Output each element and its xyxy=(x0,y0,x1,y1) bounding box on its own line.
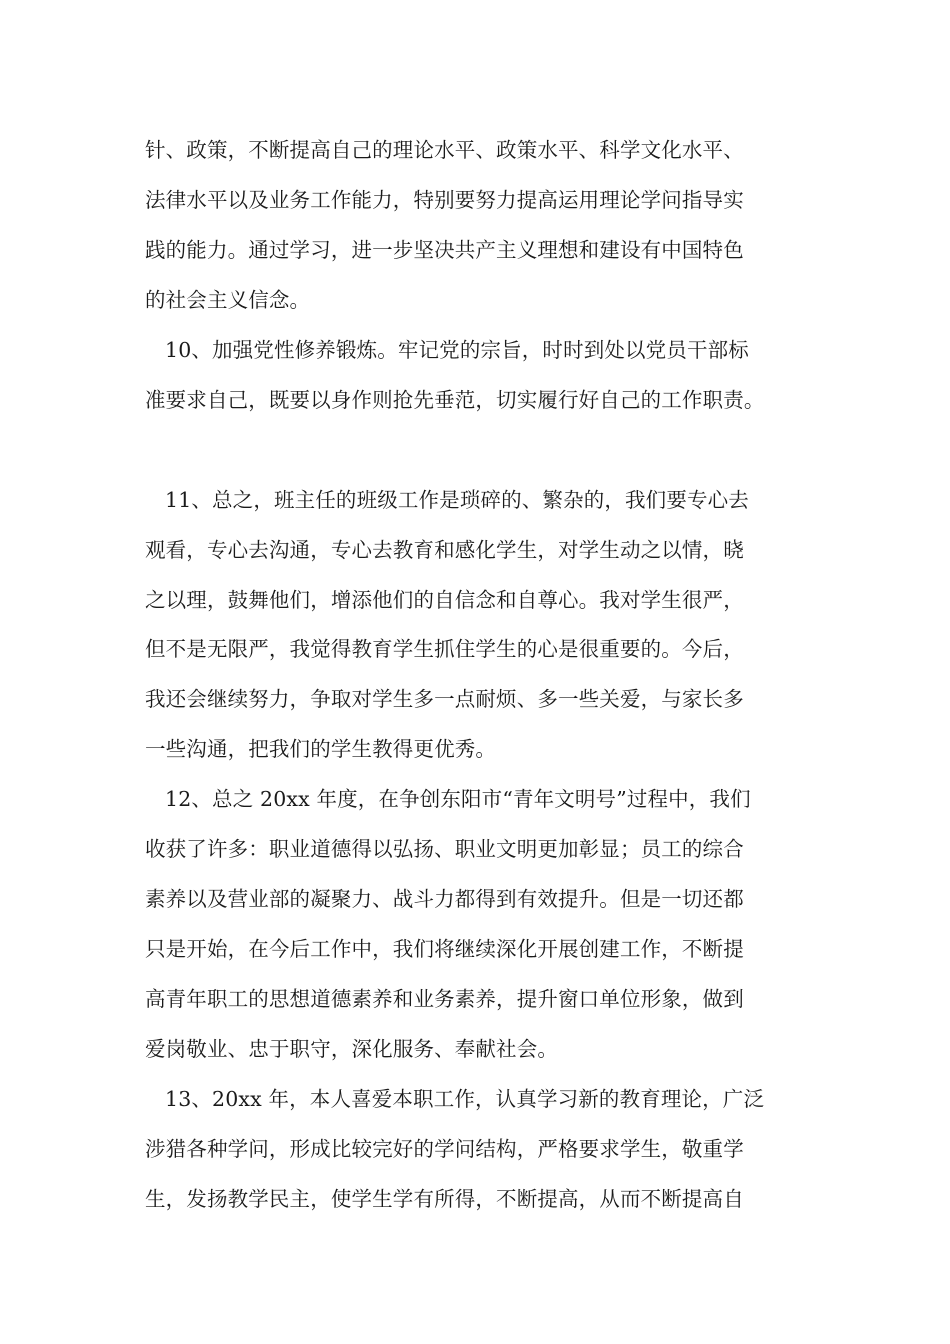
paragraph-13-line: 13、20xx 年，本人喜爱本职工作，认真学习新的教育理论，广泛 xyxy=(165,1087,765,1111)
text-line: 一些沟通，把我们的学生教得更优秀。 xyxy=(145,737,497,761)
text-line: 准要求自己，既要以身作则抢先垂范，切实履行好自己的工作职责。 xyxy=(145,388,765,412)
text-line: 收获了许多：职业道德得以弘扬、职业文明更加彰显；员工的综合 xyxy=(145,837,744,861)
text-line: 爱岗敬业、忠于职守，深化服务、奉献社会。 xyxy=(145,1037,558,1061)
paragraph-12-line: 12、总之 20xx 年度，在争创东阳市“青年文明号”过程中，我们 xyxy=(165,787,751,811)
text-line: 我还会继续努力，争取对学生多一点耐烦、多一些关爱，与家长多 xyxy=(145,687,744,711)
text-line: 践的能力。通过学习，进一步坚决共产主义理想和建设有中国特色 xyxy=(145,238,744,262)
text-line: 生，发扬教学民主，使学生学有所得，不断提高，从而不断提高自 xyxy=(145,1187,744,1211)
text-line: 观看，专心去沟通，专心去教育和感化学生，对学生动之以情，晓 xyxy=(145,538,744,562)
text-line: 之以理，鼓舞他们，增添他们的自信念和自尊心。我对学生很严， xyxy=(145,588,744,612)
paragraph-11-line: 11、总之，班主任的班级工作是琐碎的、繁杂的，我们要专心去 xyxy=(165,488,749,512)
text-line: 涉猎各种学问，形成比较完好的学问结构，严格要求学生，敬重学 xyxy=(145,1137,744,1161)
text-line: 针、政策，不断提高自己的理论水平、政策水平、科学文化水平、 xyxy=(145,138,744,162)
paragraph-10-line: 10、加强党性修养锻炼。牢记党的宗旨，时时到处以党员干部标 xyxy=(165,338,749,362)
text-line: 的社会主义信念。 xyxy=(145,288,311,312)
text-line: 素养以及营业部的凝聚力、战斗力都得到有效提升。但是一切还都 xyxy=(145,887,744,911)
text-line: 但不是无限严，我觉得教育学生抓住学生的心是很重要的。今后， xyxy=(145,637,744,661)
text-line: 法律水平以及业务工作能力，特别要努力提高运用理论学问指导实 xyxy=(145,188,744,212)
text-line: 高青年职工的思想道德素养和业务素养，提升窗口单位形象，做到 xyxy=(145,987,744,1011)
text-line: 只是开始，在今后工作中，我们将继续深化开展创建工作，不断提 xyxy=(145,937,744,961)
